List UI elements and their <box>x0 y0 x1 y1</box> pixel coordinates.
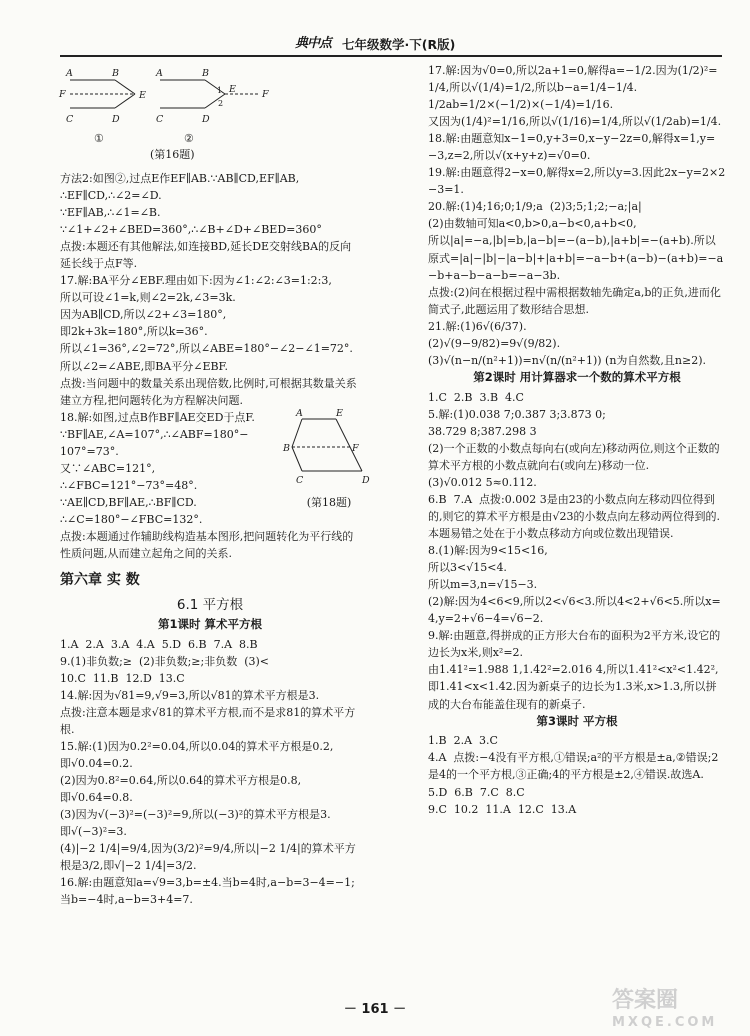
q16-line-4: ∵∠1+∠2+∠BED=360°,∴∠B+∠D+∠BED=360° <box>60 223 322 237</box>
answers3-line-3: 5.D 6.B 7.C 8.C <box>428 785 525 799</box>
right-column <box>428 62 726 818</box>
fig16-angle-2: 2 <box>218 99 224 108</box>
fig16-2-label-D: D <box>202 114 210 125</box>
answers1-line-6: 15.解:(1)因为0.2²=0.04,所以0.04的算术平方根是0.2, <box>60 739 334 753</box>
watermark-line-1: 答案圈 <box>612 988 679 1013</box>
r-q20-line-1: 20.解:(1)4;16;0;1/9;a (2)3;5;1;2;−a;|a| <box>428 200 642 214</box>
q17-line-1: 17.解:BA平分∠EBF.理由如下:因为∠1:∠2:∠3=1:2:3, <box>60 274 332 288</box>
q18-line-1: 18.解:如图,过点B作BF∥AE交ED于点F. <box>60 410 255 424</box>
fig18-label-D: D <box>362 474 370 486</box>
answers1-line-9: 即√0.64=0.8. <box>60 790 133 804</box>
answers2-line-6: 6.B 7.A 点拨:0.002 3是由23的小数点向左移动四位得到的,则它的算术平方根是由√23的小数点向左移动两位得到的.本题易错之处在于小数点移动方向或位数出现错误. <box>428 492 720 541</box>
q17-line-2: 所以可设∠1=k,则∠2=2k,∠3=3k. <box>60 291 236 305</box>
r-q19: 19.解:由题意得2−x=0,解得x=2,所以y=3.因此2x−y=2×2−3=1. <box>428 166 726 197</box>
fig16-2-label-B: B <box>202 68 209 79</box>
q17-note: 点拨:当问题中的数量关系出现倍数,比例时,可根据其数量关系建立方程,把问题转化为方程解决问题. <box>60 376 357 407</box>
fig16-label-E: E <box>139 90 146 101</box>
answers2-line-9: 所以m=3,n=√15−3. <box>428 578 538 592</box>
q16-line-3: ∵EF∥AB,∴∠1=∠B. <box>60 206 161 220</box>
r-q17-line-2: 1/2ab=1/2×(−1/2)×(−1/4)=1/16. <box>428 98 614 112</box>
q17-line-5: 所以∠1=36°,∠2=72°,所以∠ABE=180°−∠2−∠1=72°. <box>60 342 353 356</box>
fig16-angle-1: 1 <box>217 86 223 95</box>
r-q21-line-1: 21.解:(1)6√(6/37). <box>428 319 527 333</box>
page-number: － 161 － <box>343 1002 407 1017</box>
answers2-line-1: 1.C 2.B 3.B 4.C <box>428 390 524 404</box>
answers1-line-12: (4)|−2 1/4|=9/4,因为(3/2)²=9/4,所以|−2 1/4|的算术平方根是3/2,即√|−2 1/4|=3/2. <box>60 842 356 873</box>
fig16-2-label-A: A <box>156 68 163 79</box>
lesson-1-title: 第1课时 算术平方根 <box>157 616 262 631</box>
answers2-line-11: 9.解:由题意,得拼成的正方形大台布的面积为2平方米,设它的边长为x米,则x²=2. <box>428 629 721 660</box>
answers1-line-1: 1.A 2.A 3.A 4.A 5.D 6.B 7.A 8.B <box>60 637 258 651</box>
q17-line-6: 所以∠2=∠ABE,即BA平分∠EBF. <box>60 359 228 373</box>
fig18-label-B: B <box>283 442 290 454</box>
fig18-label-A: A <box>296 407 303 419</box>
answers1-line-7: 即√0.04=0.2. <box>60 756 133 770</box>
r-q21-line-3: (3)√(n−n/(n²+1))=n√(n/(n²+1)) (n为自然数,且n≥2). <box>428 353 706 367</box>
q18-line-2: ∵BF∥AE,∠A=107°,∴∠ABF=180°− <box>60 427 249 441</box>
answers1-line-13: 16.解:由题意知a=√9=3,b=±4.当b=4时,a−b=3−4=−1; <box>60 876 355 890</box>
r-q17-line-1: 17.解:因为√0=0,所以2a+1=0,解得a=−1/2.因为(1/2)²=1/4,所以√(1/4)=1/2,所以b−a=1/4−1/4. <box>428 64 718 95</box>
fig18-label-E: E <box>336 407 343 419</box>
left-column <box>59 62 370 908</box>
q18-note: 点拨:本题通过作辅助线构造基本图形,把问题转化为平行线的性质问题,从而建立起角之间的关系. <box>60 529 354 561</box>
q18-line-6: ∵AE∥CD,BF∥AE,∴BF∥CD. <box>60 495 197 509</box>
figure-16 <box>60 62 360 170</box>
fig16-caption: (第16题) <box>150 148 195 161</box>
watermark <box>612 990 742 1032</box>
answers1-line-3: 10.C 11.B 12.D 13.C <box>60 671 185 685</box>
answers3-line-2: 4.A 点拨:−4没有平方根,①错误;a²的平方根是±a,②错误;2是4的一个平方根,③正确;4的平方根是±2,④错误.故选A. <box>428 751 719 782</box>
r-q20-line-2: (2)由数轴可知a<0,b>0,a−b<0,a+b<0, <box>428 217 637 231</box>
q16-line-2: ∴EF∥CD,∴∠2=∠D. <box>60 189 162 203</box>
answers2-line-2: 5.解:(1)0.038 7;0.387 3;3.873 0; <box>428 407 606 421</box>
r-q20-line-3: 所以|a|=−a,|b|=b,|a−b|=−(a−b),|a+b|=−(a+b).所以原式=|a|−|b|−|a−b|+|a+b|=−a−b+(a−b)−(a+b)=−a−b+a−b−a−b=−a−3b. <box>428 234 724 282</box>
figure-18 <box>284 409 374 511</box>
answers2-line-8: 所以3<√15<4. <box>428 561 507 575</box>
q17-line-4: 即2k+3k=180°,所以k=36°. <box>60 325 208 339</box>
q16-note: 点拨:本题还有其他解法,如连接BD,延长DE交射线BA的反向延长线于点F等. <box>60 240 352 271</box>
answers1-line-4: 14.解:因为√81=9,√9=3,所以√81的算术平方根是3. <box>60 688 320 702</box>
answers1-line-2: 9.(1)非负数;≥ (2)非负数;≥;非负数 (3)< <box>60 654 269 668</box>
answers2-line-3: 38.729 8;387.298 3 <box>428 424 537 438</box>
answers3-line-1: 1.B 2.A 3.C <box>428 734 498 748</box>
fig16-label-D: D <box>112 114 120 125</box>
figure-16-diagram <box>60 62 360 170</box>
answers1-line-5: 点拨:注意本题是求√81的算术平方根,而不是求81的算术平方根. <box>60 705 356 736</box>
fig16-label-C: C <box>66 114 74 125</box>
r-q17-line-3: 又因为(1/4)²=1/16,所以√(1/16)=1/4,所以√(1/2ab)=1/4. <box>428 115 722 129</box>
series-logo: 典中点 <box>295 36 332 51</box>
header-rule <box>60 55 722 57</box>
watermark-line-2: MXQE.COM <box>612 1015 718 1030</box>
figure-18-diagram <box>284 409 374 489</box>
fig16-label-F: F <box>59 89 66 100</box>
r-q20-note: 点拨:(2)问在根据过程中需根据数轴先确定a,b的正负,进而化简式子,此题运用了数形结合思想. <box>428 285 721 316</box>
q18-line-4: 又∵∠ABC=121°, <box>60 461 156 475</box>
chapter-title: 第六章 实 数 <box>60 572 140 589</box>
fig18-caption: (第18题) <box>306 495 352 509</box>
r-q21-line-2: (2)√(9−9/82)=9√(9/82). <box>428 336 561 350</box>
fig18-label-F: F <box>352 442 359 454</box>
answers1-line-14: 当b=−4时,a−b=3+4=7. <box>60 893 193 907</box>
lesson-2-title: 第2课时 用计算器求一个数的算术平方根 <box>473 369 681 384</box>
q18-block <box>60 407 370 528</box>
fig16-label-A: A <box>66 68 73 79</box>
r-q18: 18.解:由题意知x−1=0,y+3=0,x−y−2z=0,解得x=1,y=−3,z=2,所以√(x+y+z)=√0=0. <box>428 132 716 163</box>
lesson-3-title: 第3课时 平方根 <box>536 713 618 728</box>
book-title: 七年级数学·下(R版) <box>342 37 456 52</box>
answers1-line-8: (2)因为0.8²=0.64,所以0.64的算术平方根是0.8, <box>60 773 302 787</box>
answers2-line-4: (2)一个正数的小数点每向右(或向左)移动两位,则这个正数的算术平方根的小数点就向右(或向左)移动一位. <box>428 441 720 472</box>
fig16-label-B: B <box>112 68 119 79</box>
answers2-line-12: 由1.41²=1.988 1,1.42²=2.016 4,所以1.41²<x²<1.42²,即1.41<x<1.42.因为新桌子的边长为1.3米,x>1.3,所以拼成的大台布能盖住现有的新桌子. <box>428 663 719 711</box>
fig16-mark-1: ① <box>94 132 104 145</box>
fig16-2-label-C: C <box>156 114 164 125</box>
fig16-mark-2: ② <box>184 132 194 145</box>
answers1-line-11: 即√(−3)²=3. <box>60 825 127 839</box>
q18-line-5: ∴∠FBC=121°−73°=48°. <box>60 478 198 492</box>
q17-line-3: 因为AB∥CD,所以∠2+∠3=180°, <box>60 308 227 322</box>
fig16-2-label-E: E <box>229 84 236 95</box>
q18-line-7: ∴∠C=180°−∠FBC=132°. <box>60 512 203 526</box>
fig16-2-label-F: F <box>262 89 269 100</box>
answers1-line-10: (3)因为√(−3)²=(−3)²=9,所以(−3)²的算术平方根是3. <box>60 807 331 821</box>
page-header <box>0 0 750 60</box>
section-title: 6.1 平方根 <box>176 596 244 613</box>
q18-line-3: 107°=73°. <box>60 444 119 458</box>
q16-line-1: 方法2:如图②,过点E作EF∥AB.∵AB∥CD,EF∥AB, <box>60 172 300 185</box>
answers2-line-5: (3)√0.012 5≈0.112. <box>428 475 537 489</box>
answers3-line-4: 9.C 10.2 11.A 12.C 13.A <box>428 802 577 816</box>
fig18-label-C: C <box>296 474 304 486</box>
answers2-line-10: (2)解:因为4<6<9,所以2<√6<3.所以4<2+√6<5.所以x=4,y=2+√6−4=√6−2. <box>428 595 721 626</box>
answers2-line-7: 8.(1)解:因为9<15<16, <box>428 544 548 558</box>
